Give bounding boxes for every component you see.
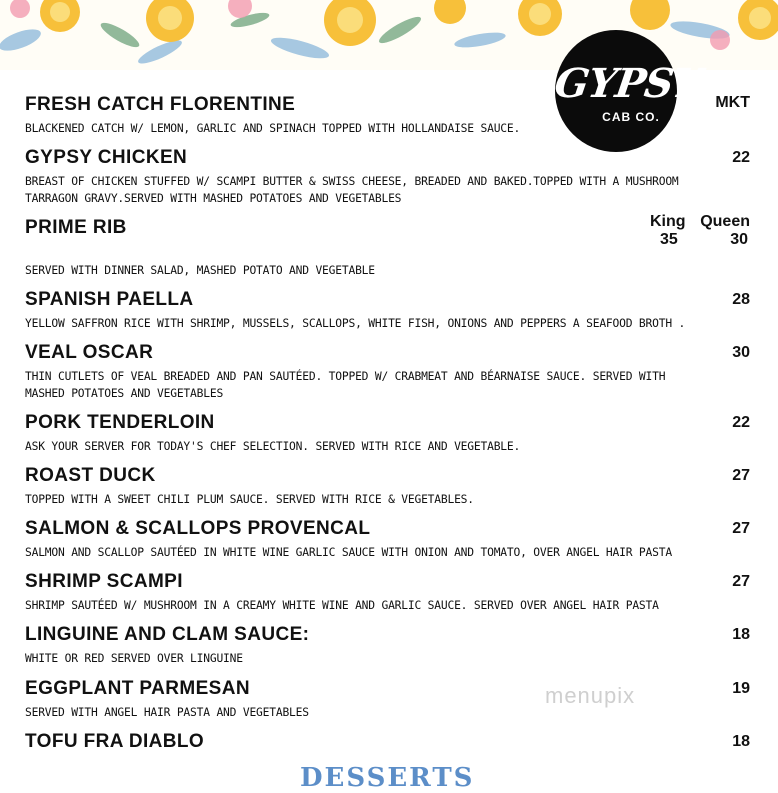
item-name: SHRIMP SCAMPI: [25, 571, 183, 592]
item-description: BLACKENED CATCH W/ LEMON, GARLIC AND SPINACH TOPPED WITH HOLLANDAISE SAUCE.: [25, 122, 521, 135]
menupix-watermark: menupix: [545, 683, 636, 708]
item-description: BREAST OF CHICKEN STUFFED W/ SCAMPI BUTTER & SWISS CHEESE, BREADED AND BAKED.TOPPED WITH A MUSHROOM: [25, 175, 679, 188]
item-name: LINGUINE AND CLAM SAUCE:: [25, 624, 310, 645]
item-price: 28: [732, 291, 750, 308]
size-label-king: King: [650, 213, 686, 230]
item-price: 30: [732, 344, 750, 361]
item-price: MKT: [715, 94, 750, 111]
logo-wordmark: GYPSY: [551, 60, 704, 107]
item-description: SALMON AND SCALLOP SAUTÉED IN WHITE WINE GARLIC SAUCE WITH ONION AND TOMATO, OVER ANGEL HAIR PASTA: [25, 546, 672, 559]
item-description: YELLOW SAFFRON RICE WITH SHRIMP, MUSSELS, SCALLOPS, WHITE FISH, ONIONS AND PEPPERS A SEAFOOD BROTH .: [25, 317, 686, 330]
item-description: SERVED WITH DINNER SALAD, MASHED POTATO AND VEGETABLE: [25, 264, 375, 277]
item-price: 27: [732, 520, 750, 537]
section-heading-desserts: DESSERTS: [300, 763, 475, 793]
item-description: SHRIMP SAUTÉED W/ MUSHROOM IN A CREAMY WHITE WINE AND GARLIC SAUCE. SERVED OVER ANGEL HAIR PASTA: [25, 599, 659, 612]
item-name: EGGPLANT PARMESAN: [25, 678, 250, 699]
logo-subtitle: CAB CO.: [602, 110, 660, 124]
item-description: TARRAGON GRAVY.SERVED WITH MASHED POTATOES AND VEGETABLES: [25, 192, 402, 205]
item-description: SERVED WITH ANGEL HAIR PASTA AND VEGETABLES: [25, 706, 309, 719]
item-name: SPANISH PAELLA: [25, 289, 194, 310]
item-price: 19: [732, 680, 750, 697]
item-description: ASK YOUR SERVER FOR TODAY'S CHEF SELECTION. SERVED WITH RICE AND VEGETABLE.: [25, 440, 521, 453]
item-name: VEAL OSCAR: [25, 342, 154, 363]
item-price: 18: [732, 733, 750, 750]
item-price: 27: [732, 573, 750, 590]
item-name: ROAST DUCK: [25, 465, 156, 486]
item-description: THIN CUTLETS OF VEAL BREADED AND PAN SAUTÉED. TOPPED W/ CRABMEAT AND BÉARNAISE SAUCE. SERVED WITH: [25, 370, 666, 383]
item-price: 27: [732, 467, 750, 484]
item-name: SALMON & SCALLOPS PROVENCAL: [25, 518, 371, 539]
item-price: 22: [732, 414, 750, 431]
item-description: TOPPED WITH A SWEET CHILI PLUM SAUCE. SERVED WITH RICE & VEGETABLES.: [25, 493, 474, 506]
item-name: GYPSY CHICKEN: [25, 147, 188, 168]
item-name: FRESH CATCH FLORENTINE: [25, 94, 296, 115]
item-description: MASHED POTATOES AND VEGETABLES: [25, 387, 224, 400]
gypsy-cab-logo: [551, 30, 704, 152]
item-description: WHITE OR RED SERVED OVER LINGUINE: [25, 652, 243, 665]
prime-rib-price-options: [650, 213, 750, 249]
item-name: TOFU FRA DIABLO: [25, 731, 205, 752]
item-price: 22: [732, 149, 750, 166]
price-king: 35: [660, 231, 678, 248]
item-name: PORK TENDERLOIN: [25, 412, 215, 433]
item-name: PRIME RIB: [25, 217, 127, 238]
price-queen: 30: [730, 231, 748, 248]
item-price: 18: [732, 626, 750, 643]
size-label-queen: Queen: [700, 213, 750, 230]
